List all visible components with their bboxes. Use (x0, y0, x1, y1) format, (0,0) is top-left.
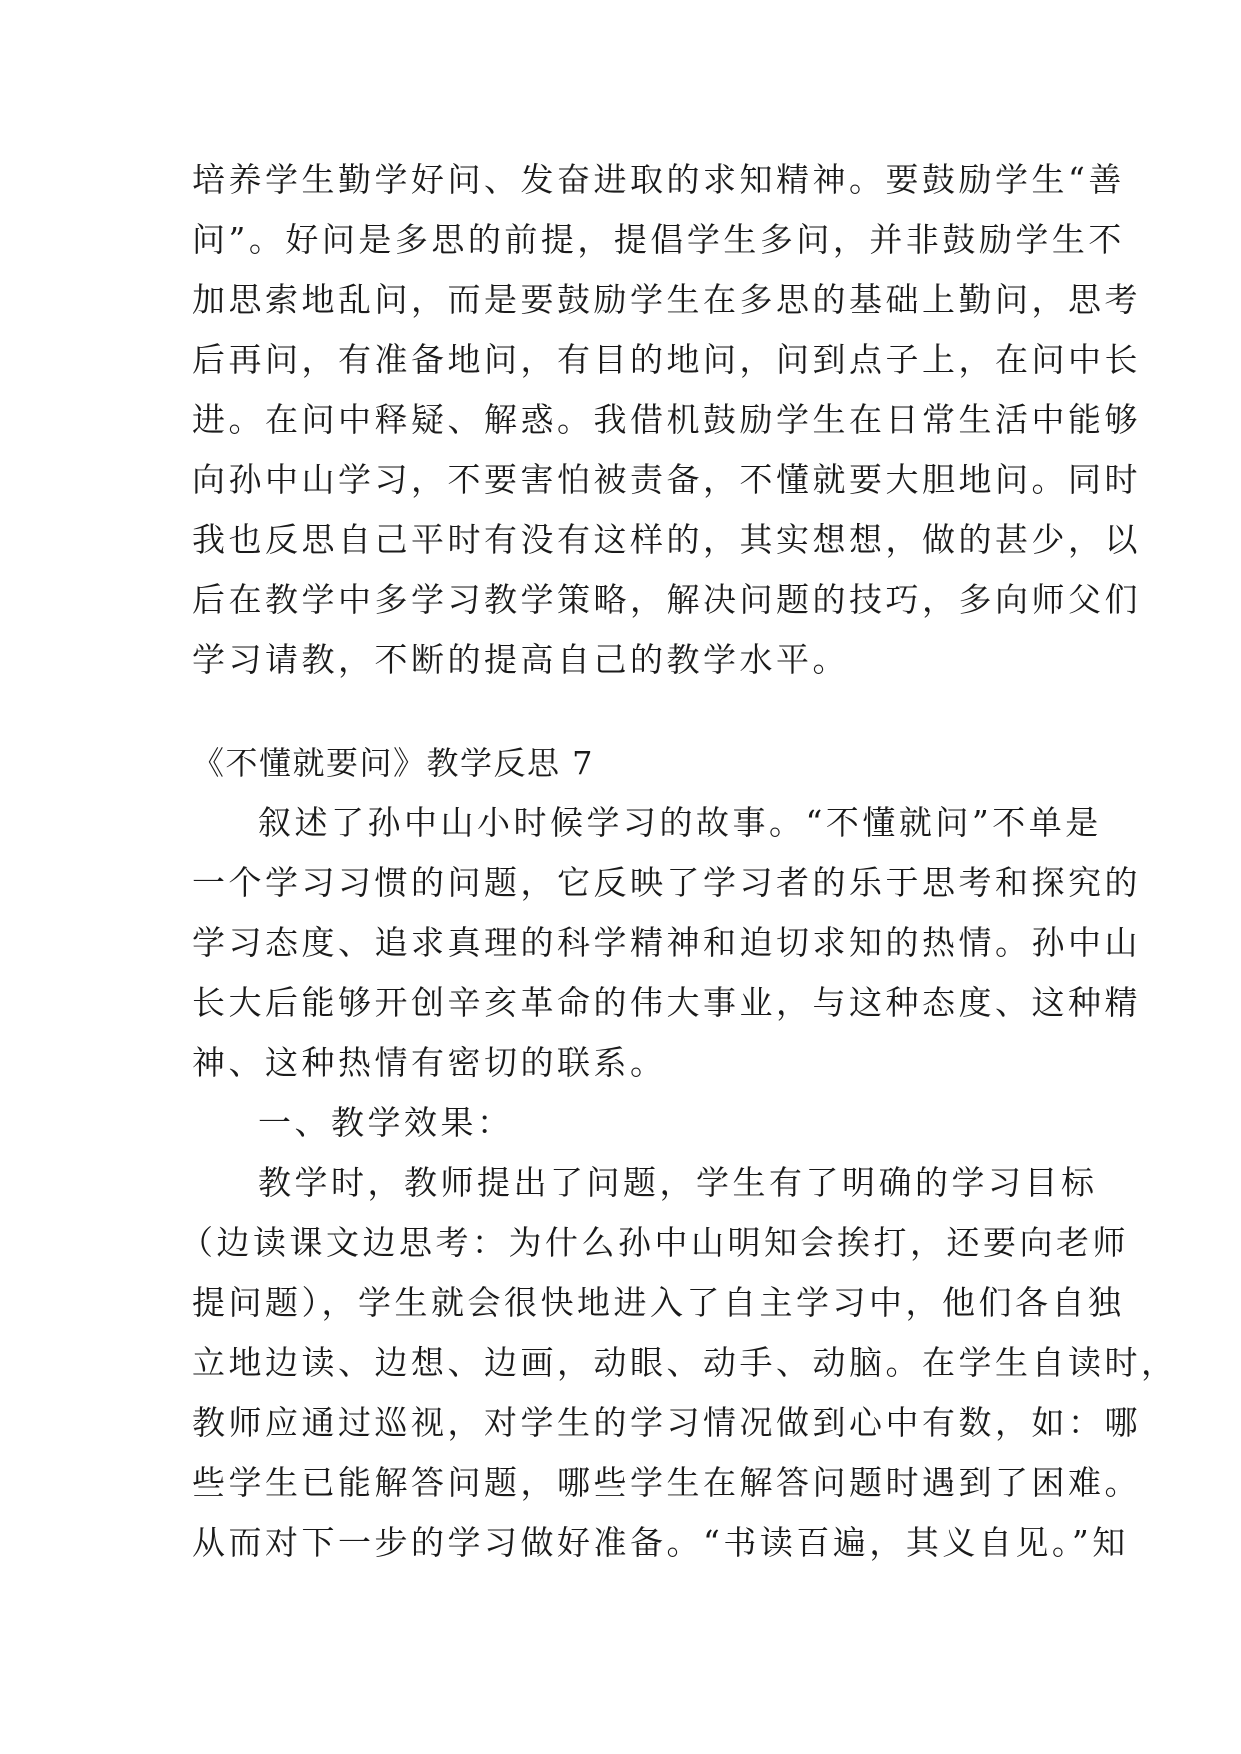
paragraph-1-line-1: 培养学生勤学好问、发奋进取的求知精神。要鼓励学生“善 (192, 160, 1125, 199)
paragraph-2-line-4: 长大后能够开创辛亥革命的伟大事业，与这种态度、这种精 (192, 983, 1141, 1022)
paragraph-1-line-2: 问”。好问是多思的前提，提倡学生多问，并非鼓励学生不 (192, 220, 1125, 259)
paragraph-3-line-3: 提问题），学生就会很快地进入了自主学习中，他们各自独 (192, 1283, 1125, 1322)
paragraph-1-line-3: 加思索地乱问，而是要鼓励学生在多思的基础上勤问，思考 (192, 280, 1141, 319)
paragraph-1-line-8: 后在教学中多学习教学策略，解决问题的技巧，多向师父们 (192, 580, 1141, 619)
paragraph-3-line-7: 从而对下一步的学习做好准备。“书读百遍，其义自见。”知 (192, 1523, 1129, 1562)
paragraph-1-line-9: 学习请教，不断的提高自己的教学水平。 (192, 640, 849, 679)
paragraph-2-line-1: 叙述了孙中山小时候学习的故事。“不懂就问”不单是 (258, 803, 1102, 842)
paragraph-1-line-5: 进。在问中释疑、解惑。我借机鼓励学生在日常生活中能够 (192, 400, 1141, 439)
paragraph-2-line-2: 一个学习习惯的问题，它反映了学习者的乐于思考和探究的 (192, 863, 1141, 902)
paragraph-2-line-5: 神、这种热情有密切的联系。 (192, 1043, 667, 1082)
paragraph-1-line-6: 向孙中山学习，不要害怕被责备，不懂就要大胆地问。同时 (192, 460, 1141, 499)
paragraph-1-line-7: 我也反思自己平时有没有这样的，其实想想，做的甚少，以 (192, 520, 1141, 559)
paragraph-2-line-3: 学习态度、追求真理的科学精神和迫切求知的热情。孙中山 (192, 923, 1141, 962)
paragraph-3-line-5: 教师应通过巡视，对学生的学习情况做到心中有数，如：哪 (192, 1403, 1141, 1442)
paragraph-3-line-6: 些学生已能解答问题，哪些学生在解答问题时遇到了困难。 (192, 1463, 1141, 1502)
paragraph-3-line-2: （边读课文边思考：为什么孙中山明知会挨打，还要向老师 (180, 1223, 1129, 1262)
paragraph-3-line-4: 立地边读、边想、边画，动眼、动手、动脑。在学生自读时， (192, 1343, 1178, 1382)
subheading-teaching-effect: 一、教学效果： (258, 1103, 514, 1142)
section-title: 《不懂就要问》教学反思 7 (192, 744, 595, 782)
paragraph-3-line-1: 教学时，教师提出了问题，学生有了明确的学习目标 (258, 1163, 1098, 1202)
paragraph-1-line-4: 后再问，有准备地问，有目的地问，问到点子上，在问中长 (192, 340, 1141, 379)
